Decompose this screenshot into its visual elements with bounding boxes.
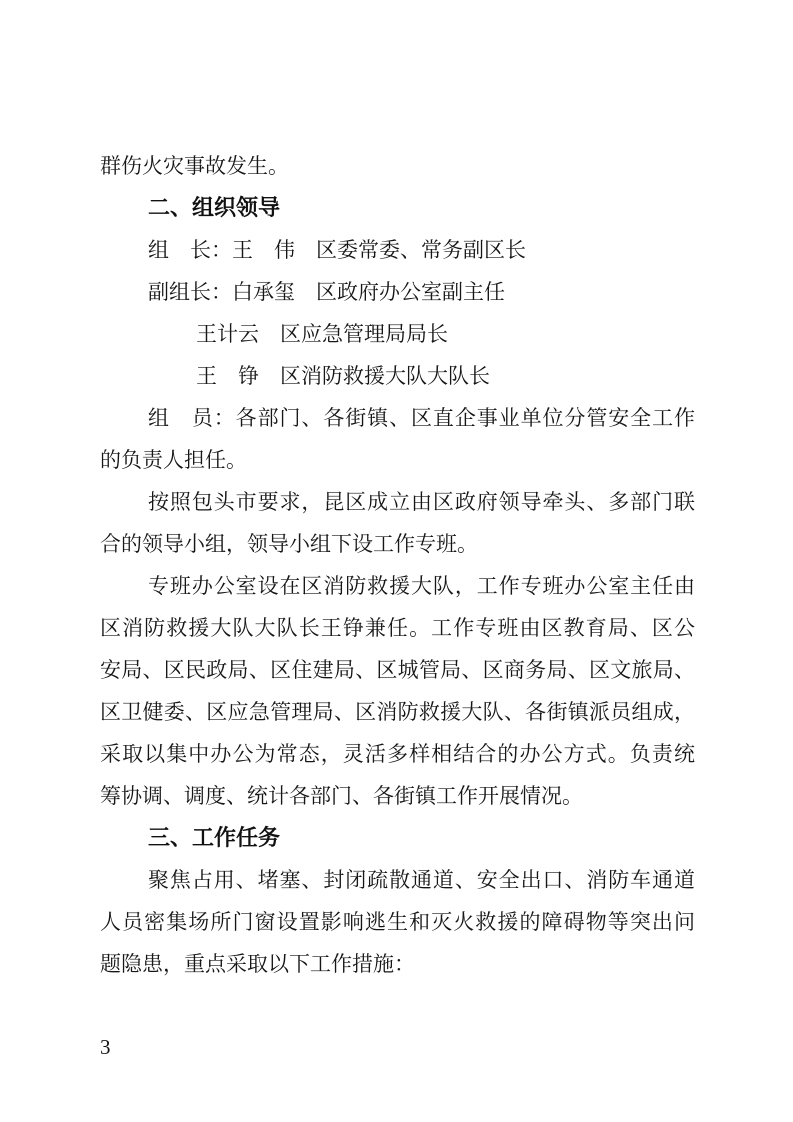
text-line: 区消防救援大队大队长王铮兼任。工作专班由区教育局、区公 <box>100 616 695 640</box>
text-line: 王 铮 区消防救援大队大队长 <box>196 364 490 388</box>
text-line: 王计云 区应急管理局局长 <box>196 322 448 346</box>
text-line: 按照包头市要求，昆区成立由区政府领导牵头、多部门联 <box>148 490 695 514</box>
text-line: 组 员：各部门、各街镇、区直企事业单位分管安全工作 <box>148 406 695 430</box>
text-line: 人员密集场所门窗设置影响逃生和灭火救援的障碍物等突出问 <box>100 910 695 934</box>
text-line: 采取以集中办公为常态，灵活多样相结合的办公方式。负责统 <box>100 742 695 766</box>
page-number: 3 <box>100 1035 111 1059</box>
document-body <box>100 145 695 985</box>
text-line: 安局、区民政局、区住建局、区城管局、区商务局、区文旅局、 <box>100 658 695 682</box>
section-heading: 二、组织领导 <box>148 195 281 220</box>
text-line: 群伤火灾事故发生。 <box>100 154 289 178</box>
text-line: 题隐患，重点采取以下工作措施： <box>100 952 415 976</box>
text-line: 的负责人担任。 <box>100 448 247 472</box>
text-line: 区卫健委、区应急管理局、区消防救援大队、各街镇派员组成， <box>100 700 695 724</box>
section-heading: 三、工作任务 <box>148 825 281 850</box>
text-line: 组 长：王 伟 区委常委、常务副区长 <box>148 238 526 262</box>
text-line: 专班办公室设在区消防救援大队，工作专班办公室主任由 <box>148 574 695 598</box>
text-line: 副组长：白承玺 区政府办公室副主任 <box>148 280 505 304</box>
text-line: 合的领导小组，领导小组下设工作专班。 <box>100 532 478 556</box>
text-line: 筹协调、调度、统计各部门、各街镇工作开展情况。 <box>100 784 583 808</box>
text-line: 聚焦占用、堵塞、封闭疏散通道、安全出口、消防车通道 <box>148 868 695 892</box>
